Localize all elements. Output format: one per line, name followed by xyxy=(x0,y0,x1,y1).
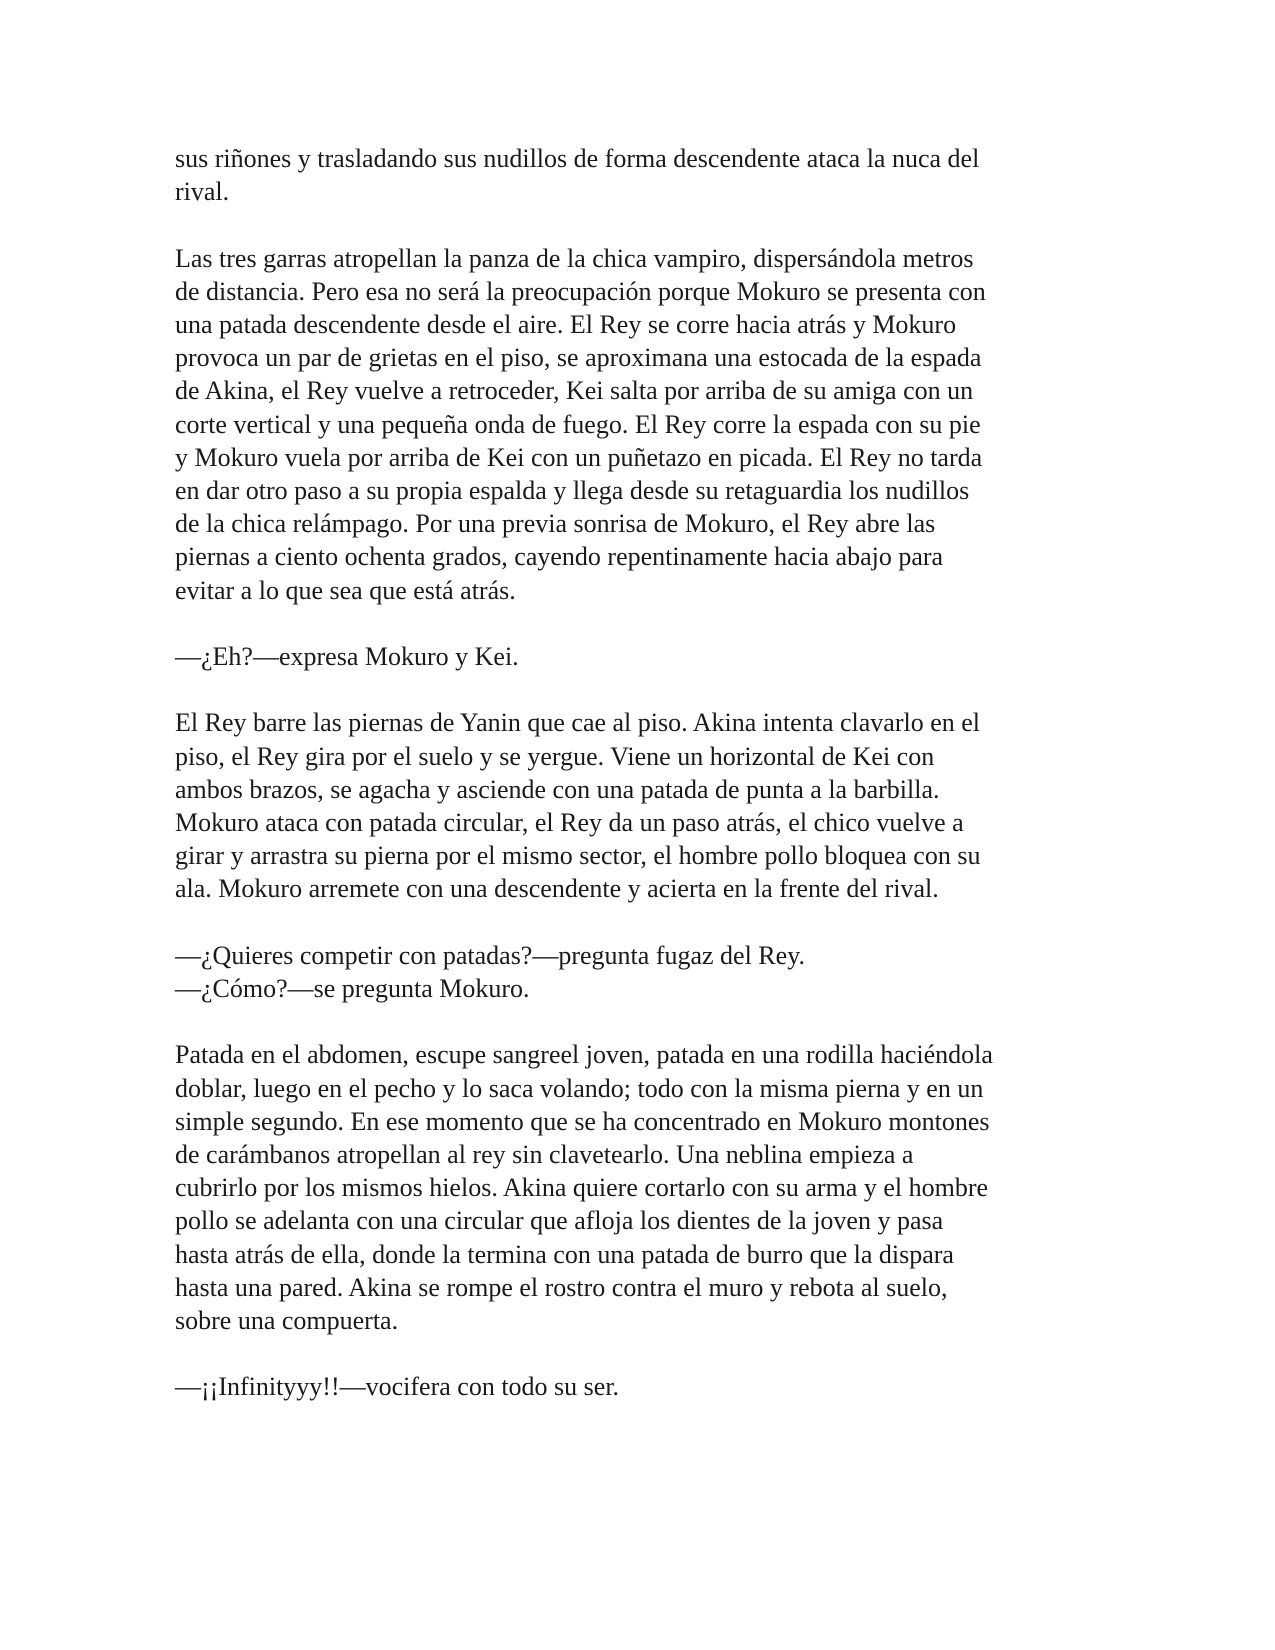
paragraph-4: Patada en el abdomen, escupe sangreel joven, patada en una rodilla haciéndola doblar, luego en el pecho y lo saca volando; todo con la misma pierna y en un simple segundo. En ese momento que se ha concentrado en Mokuro montones de carámbanos atropellan al rey sin clavetearlo. Una neblina empieza a cubrirlo por los mismos hielos. Akina quiere cortarlo con su arma y el hombre pollo se adelanta con una circular que afloja los dientes de la joven y pasa hasta atrás de ella, donde la termina con una patada de burro que la dispara hasta una pared. Akina se rompe el rostro contra el muro y rebota al suelo, sobre una compuerta. xyxy=(175,1040,993,1336)
paragraph-3: El Rey barre las piernas de Yanin que cae al piso. Akina intenta clavarlo en el piso, el Rey gira por el suelo y se yergue. Viene un horizontal de Kei con ambos brazos, se agacha y asciende con una patada de punta a la barbilla. Mokuro ataca con patada circular, el Rey da un paso atrás, el chico vuelve a girar y arrastra su pierna por el mismo sector, el hombre pollo bloquea con su ala. Mokuro arremete con una descendente y acierta en la frente del rival. xyxy=(175,708,981,904)
paragraph-1: sus riñones y trasladando sus nudillos de forma descendente ataca la nuca del rival. xyxy=(175,144,980,207)
dialogue-line-1: —¿Eh?—expresa Mokuro y Kei. xyxy=(175,642,519,672)
dialogue-line-3: —¿Cómo?—se pregunta Mokuro. xyxy=(175,974,530,1004)
document-page xyxy=(175,142,1105,1437)
dialogue-line-2: —¿Quieres competir con patadas?—pregunta fugaz del Rey. xyxy=(175,940,806,970)
dialogue-line-4: —¡¡Infinityyy!!—vocifera con todo su ser. xyxy=(175,1372,620,1402)
paragraph-2: Las tres garras atropellan la panza de la chica vampiro, dispersándola metros de distancia. Pero esa no será la preocupación porque Mokuro se presenta con una patada descendente desde el aire. El Rey se corre hacia atrás y Mokuro provoca un par de grietas en el piso, se aproximana una estocada de la espada de Akina, el Rey vuelve a retroceder, Kei salta por arriba de su amiga con un corte vertical y una pequeña onda de fuego. El Rey corre la espada con su pie y Mokuro vuela por arriba de Kei con un puñetazo en picada. El Rey no tarda en dar otro paso a su propia espalda y llega desde su retaguardia los nudillos de la chica relámpago. Por una previa sonrisa de Mokuro, el Rey abre las piernas a ciento ochenta grados, cayendo repentinamente hacia abajo para evitar a lo que sea que está atrás. xyxy=(175,243,986,605)
